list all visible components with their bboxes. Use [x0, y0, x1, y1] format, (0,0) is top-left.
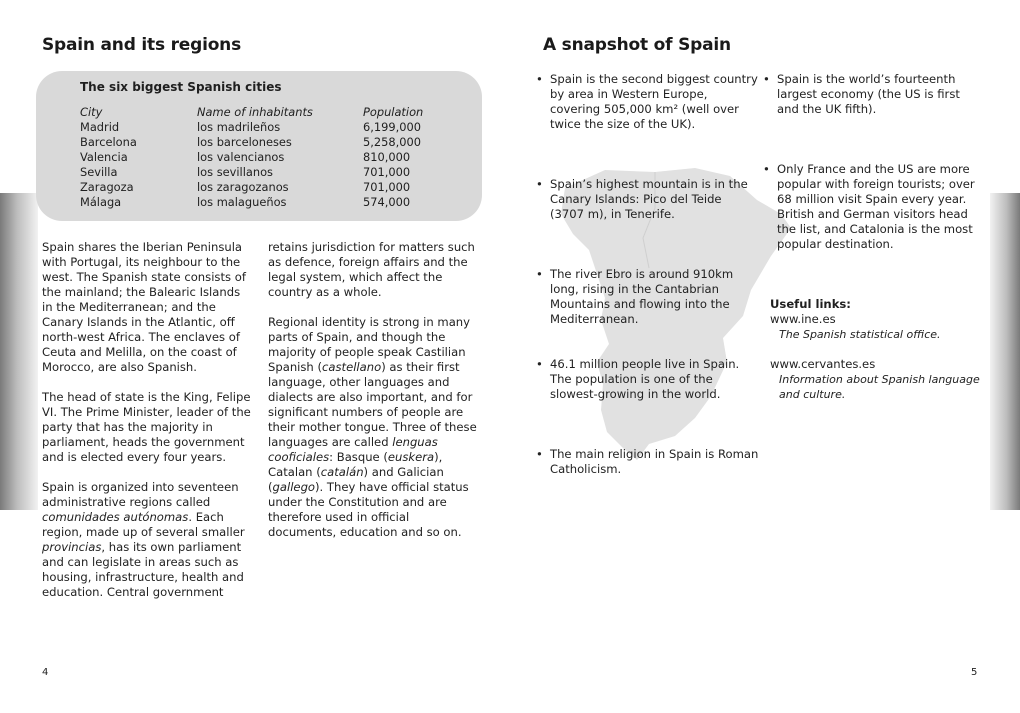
inhabitants-cell: los barceloneses [197, 135, 292, 149]
link-description: Information about Spanish language and culture. [779, 373, 980, 401]
city-cell: Valencia [80, 150, 128, 164]
population-cell: 6,199,000 [363, 120, 421, 134]
text-span: Spain is organized into seventeen administrative regions called [42, 480, 239, 509]
fact-bullet [536, 177, 750, 222]
text-span: ), Catalan ( [268, 450, 443, 479]
bullet-mark: • [536, 267, 543, 281]
fact-bullet [536, 447, 760, 477]
population-cell: 810,000 [363, 150, 411, 164]
population-cell: 701,000 [363, 180, 411, 194]
cities-box-title: The six biggest Spanish cities [80, 80, 282, 94]
fact-text: Spain is the world’s fourteenth largest economy (the US is first and the UK fifth). [777, 72, 960, 116]
table-row [80, 120, 443, 135]
cities-table [80, 105, 443, 210]
text-span: , has its own parliament and can legislate in areas such as housing, infrastructure, health and education. Central government [42, 540, 244, 599]
right-page-heading: A snapshot of Spain [543, 35, 731, 55]
table-row [80, 195, 443, 210]
page-number-right: 5 [971, 667, 978, 678]
city-cell: Sevilla [80, 165, 118, 179]
body-column-1 [42, 240, 254, 615]
paragraph-languages [268, 315, 480, 540]
italic-term: castellano [322, 360, 382, 374]
page-number-left: 4 [42, 667, 49, 678]
paragraph-regions [42, 480, 254, 600]
useful-links [770, 297, 980, 402]
table-row [80, 165, 443, 180]
text-span: ) as their first language, other languages and dialects are also important, and for significant numbers of people are their mother tongue. Three of these languages are called [268, 360, 477, 449]
bullet-mark: • [536, 177, 543, 191]
paragraph-head-of-state: The head of state is the King, Felipe VI. The Prime Minister, leader of the party that has the majority in parliament, heads the government and is elected every four years. [42, 390, 251, 464]
fact-text: Spain’s highest mountain is in the Canary Islands: Pico del Teide (3707 m), in Tenerife. [550, 177, 748, 221]
spacer [770, 342, 980, 357]
city-cell: Málaga [80, 195, 122, 209]
population-cell: 5,258,000 [363, 135, 421, 149]
text-span: ). They have official status under the Constitution and are therefore used in official documents, education and so on. [268, 480, 469, 539]
inhabitants-cell: los zaragozanos [197, 180, 289, 194]
column-header-population: Population [363, 105, 424, 119]
table-row [80, 150, 443, 165]
city-cell: Barcelona [80, 135, 137, 149]
inhabitants-cell: los madrileños [197, 120, 281, 134]
bullet-mark: • [536, 357, 543, 371]
italic-term: comunidades autónomas [42, 510, 189, 524]
italic-term: provincias [42, 540, 102, 554]
paragraph-jurisdiction: retains jurisdiction for matters such as defence, foreign affairs and the legal system, which affect the country as a whole. [268, 240, 475, 299]
link-cervantes[interactable]: www.cervantes.es [770, 357, 876, 371]
population-cell: 701,000 [363, 165, 411, 179]
text-span: : Basque ( [329, 450, 388, 464]
inhabitants-cell: los sevillanos [197, 165, 273, 179]
city-cell: Zaragoza [80, 180, 134, 194]
fact-bullet [536, 267, 760, 327]
city-cell: Madrid [80, 120, 120, 134]
bullet-mark: • [536, 72, 543, 86]
italic-term: lenguas cooficiales [268, 435, 438, 464]
fact-bullet [536, 357, 755, 402]
column-header-inhabitants: Name of inhabitants [197, 105, 313, 119]
fact-text: The main religion in Spain is Roman Catholicism. [550, 447, 759, 476]
bullet-mark: • [763, 72, 770, 86]
fact-text: The river Ebro is around 910km long, rising in the Cantabrian Mountains and flowing into the Mediterranean. [550, 267, 734, 326]
link-ine[interactable]: www.ine.es [770, 312, 836, 326]
italic-term: catalán [320, 465, 364, 479]
italic-term: gallego [272, 480, 316, 494]
text-span: Regional identity is strong in many parts of Spain, and though the majority of people speak Castilian Spanish ( [268, 315, 471, 374]
bullet-mark: • [763, 162, 770, 176]
cities-table-header [80, 105, 443, 120]
fact-bullet [763, 72, 982, 117]
column-header-city: City [80, 105, 103, 119]
paragraph-geography: Spain shares the Iberian Peninsula with Portugal, its neighbour to the west. The Spanish state consists of the mainland; the Balearic Islands in the Mediterranean; and the Canary Islands in the Atlantic, off north-west Africa. The enclaves of Ceuta and Melilla, on the coast of Morocco, are also Spanish. [42, 240, 246, 374]
fact-bullet [763, 162, 982, 252]
population-cell: 574,000 [363, 195, 411, 209]
text-span: ) and Galician ( [268, 465, 444, 494]
page-edge-right [990, 193, 1020, 510]
left-page-heading: Spain and its regions [42, 35, 241, 55]
useful-links-title: Useful links: [770, 297, 851, 311]
inhabitants-cell: los malagueños [197, 195, 287, 209]
fact-text: 46.1 million people live in Spain. The population is one of the slowest-growing in the world. [550, 357, 740, 401]
fact-text: Only France and the US are more popular with foreign tourists; over 68 million visit Spain every year. British and German visitors head the list, and Catalonia is the most popular destination. [777, 162, 975, 251]
page-edge-left [0, 193, 38, 510]
link-description: The Spanish statistical office. [779, 328, 941, 341]
text-span: . Each region, made up of several smaller [42, 510, 245, 539]
fact-text: Spain is the second biggest country by area in Western Europe, covering 505,000 km² (well over twice the size of the UK). [550, 72, 758, 131]
table-row [80, 180, 443, 195]
bullet-mark: • [536, 447, 543, 461]
table-row [80, 135, 443, 150]
fact-bullet [536, 72, 760, 132]
body-column-2 [268, 240, 480, 555]
inhabitants-cell: los valencianos [197, 150, 285, 164]
italic-term: euskera [387, 450, 435, 464]
